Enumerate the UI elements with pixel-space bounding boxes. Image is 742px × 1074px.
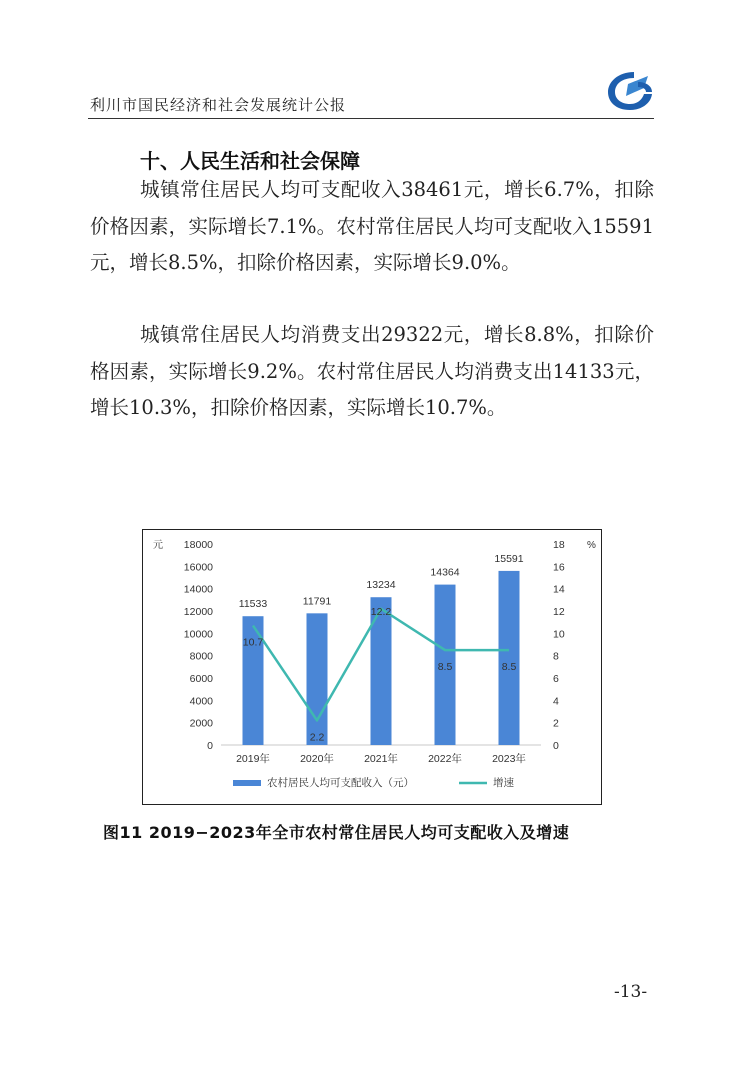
line-value-label: 2.2 [309, 731, 325, 744]
left-tick-label: 16000 [183, 561, 213, 574]
figure-caption: 图11 2019−2023年全市农村常住居民人均可支配收入及增速 [103, 823, 570, 842]
bar-value-label: 11791 [302, 595, 332, 608]
left-tick-label: 2000 [189, 717, 213, 730]
line-value-label: 12.2 [370, 605, 392, 618]
x-tick-label: 2021年 [364, 753, 398, 765]
section-heading: 十、人民生活和社会保障 [140, 149, 360, 173]
report-title: 利川市国民经济和社会发展统计公报 [90, 96, 347, 114]
left-axis-unit: 元 [153, 540, 163, 551]
line-value-label: 8.5 [437, 661, 453, 674]
bar-value-label: 11533 [238, 598, 268, 611]
right-axis-unit: % [587, 540, 596, 551]
left-tick-label: 12000 [183, 606, 213, 618]
left-tick-label: 8000 [189, 650, 213, 663]
x-tick-label: 2019年 [236, 753, 270, 765]
right-tick-label: 0 [553, 740, 559, 752]
income-chart [143, 530, 601, 804]
legend-bar-swatch [233, 780, 261, 786]
x-tick-label: 2023年 [492, 753, 526, 765]
left-tick-label: 18000 [183, 539, 213, 551]
bar-value-label: 15591 [494, 552, 524, 565]
right-tick-label: 8 [553, 650, 559, 663]
left-tick-label: 6000 [189, 673, 213, 685]
right-tick-label: 12 [553, 606, 565, 618]
right-tick-label: 18 [553, 539, 565, 551]
bar-value-label: 14364 [430, 566, 460, 579]
header-divider [88, 118, 654, 119]
right-tick-label: 4 [553, 695, 559, 708]
bar-value-label: 13234 [366, 579, 396, 592]
line-value-label: 8.5 [501, 661, 517, 674]
page-number: -13- [614, 982, 648, 1002]
x-tick-label: 2022年 [428, 753, 462, 765]
logo-icon [604, 68, 656, 114]
right-tick-label: 2 [553, 717, 559, 730]
paragraph-consumption: 城镇常住居民人均消费支出29322元，增长8.8%，扣除价格因素，实际增长9.2%。农村常住居民人均消费支出14133元，增长10.3%，扣除价格因素，实际增长10.7%。 [90, 323, 654, 419]
legend-bar-label: 农村居民人均可支配收入（元） [267, 777, 414, 789]
right-tick-label: 6 [553, 673, 559, 685]
right-tick-label: 16 [553, 561, 565, 574]
right-tick-label: 14 [553, 583, 565, 596]
line-value-label: 10.7 [242, 636, 264, 649]
left-tick-label: 14000 [183, 583, 213, 596]
left-tick-label: 10000 [183, 628, 213, 641]
paragraph-income: 城镇常住居民人均可支配收入38461元，增长6.7%，扣除价格因素，实际增长7.1%。农村常住居民人均可支配收入15591元，增长8.5%，扣除价格因素，实际增长9.0%。 [90, 178, 654, 274]
legend-line-label: 增速 [493, 777, 514, 789]
left-tick-label: 4000 [189, 695, 213, 708]
chart-frame [142, 529, 602, 805]
bar [307, 613, 328, 745]
bar [499, 571, 520, 745]
right-tick-label: 10 [553, 628, 565, 641]
left-tick-label: 0 [207, 740, 213, 752]
x-tick-label: 2020年 [300, 753, 334, 765]
